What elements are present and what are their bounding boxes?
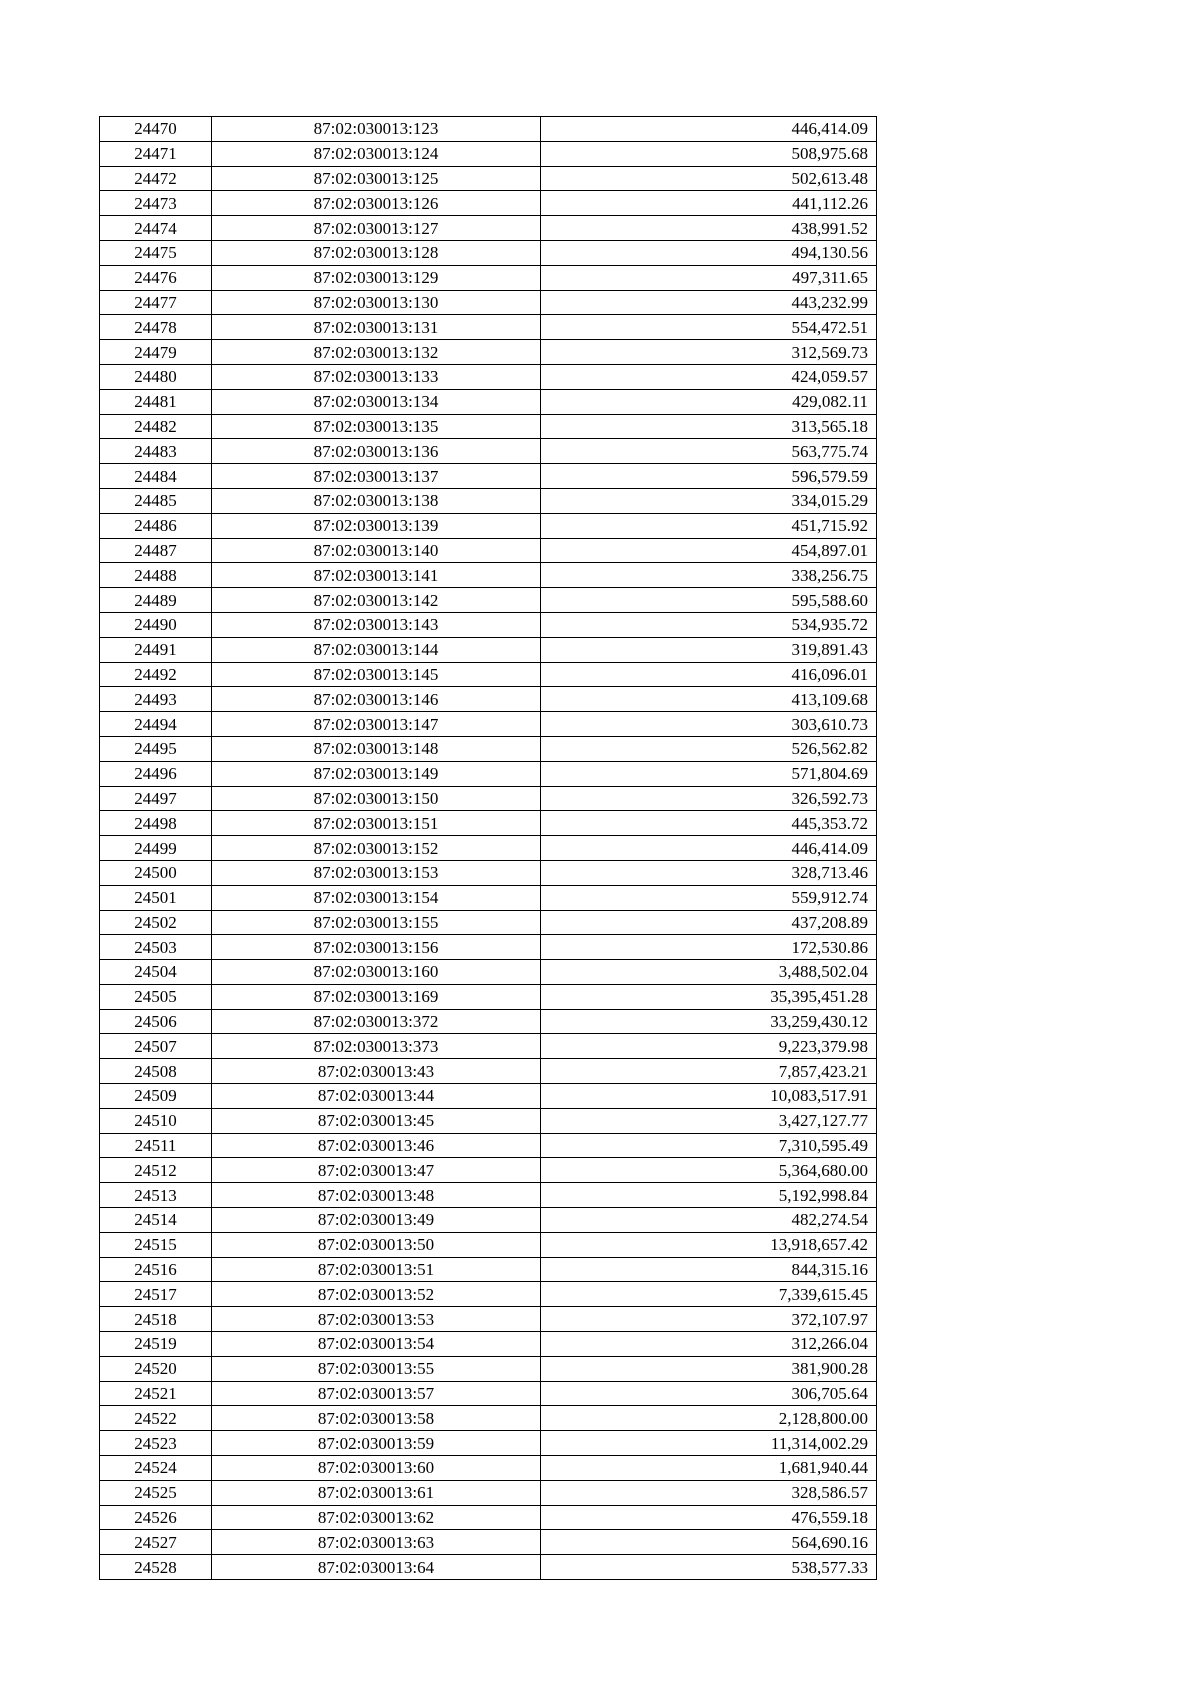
row-number-cell: 24522 [100, 1406, 212, 1431]
cadastral-number-cell: 87:02:030013:152 [212, 836, 541, 861]
cadastral-value-cell: 554,472.51 [541, 315, 877, 340]
cadastral-value-cell: 328,586.57 [541, 1480, 877, 1505]
table-row [100, 1505, 877, 1530]
cadastral-number-cell: 87:02:030013:46 [212, 1133, 541, 1158]
cadastral-number-cell: 87:02:030013:156 [212, 935, 541, 960]
cadastral-value-cell: 482,274.54 [541, 1208, 877, 1233]
row-number-cell: 24501 [100, 885, 212, 910]
row-number-cell: 24496 [100, 761, 212, 786]
cadastral-value-cell: 7,339,615.45 [541, 1282, 877, 1307]
cadastral-value-cell: 441,112.26 [541, 191, 877, 216]
table-row [100, 885, 877, 910]
cadastral-number-cell: 87:02:030013:138 [212, 488, 541, 513]
cadastral-value-cell: 172,530.86 [541, 935, 877, 960]
table-row [100, 414, 877, 439]
row-number-cell: 24502 [100, 910, 212, 935]
cadastral-number-cell: 87:02:030013:123 [212, 117, 541, 142]
table-row [100, 1084, 877, 1109]
cadastral-number-cell: 87:02:030013:127 [212, 216, 541, 241]
cadastral-value-cell: 303,610.73 [541, 712, 877, 737]
table-row [100, 563, 877, 588]
cadastral-value-cell: 5,364,680.00 [541, 1158, 877, 1183]
row-number-cell: 24492 [100, 662, 212, 687]
table-row [100, 1456, 877, 1481]
row-number-cell: 24484 [100, 464, 212, 489]
row-number-cell: 24489 [100, 588, 212, 613]
cadastral-value-cell: 497,311.65 [541, 265, 877, 290]
table-row [100, 166, 877, 191]
table-row [100, 935, 877, 960]
cadastral-value-cell: 5,192,998.84 [541, 1183, 877, 1208]
row-number-cell: 24507 [100, 1034, 212, 1059]
table-row [100, 1208, 877, 1233]
row-number-cell: 24512 [100, 1158, 212, 1183]
table-row [100, 464, 877, 489]
cadastral-number-cell: 87:02:030013:60 [212, 1456, 541, 1481]
cadastral-number-cell: 87:02:030013:45 [212, 1108, 541, 1133]
cadastral-value-cell: 508,975.68 [541, 141, 877, 166]
table-row [100, 1381, 877, 1406]
row-number-cell: 24524 [100, 1456, 212, 1481]
cadastral-number-cell: 87:02:030013:148 [212, 736, 541, 761]
table-row [100, 1108, 877, 1133]
row-number-cell: 24520 [100, 1356, 212, 1381]
row-number-cell: 24513 [100, 1183, 212, 1208]
row-number-cell: 24527 [100, 1530, 212, 1555]
cadastral-number-cell: 87:02:030013:131 [212, 315, 541, 340]
cadastral-value-cell: 424,059.57 [541, 364, 877, 389]
table-row [100, 117, 877, 142]
table-row [100, 1431, 877, 1456]
cadastral-number-cell: 87:02:030013:160 [212, 960, 541, 985]
cadastral-number-cell: 87:02:030013:57 [212, 1381, 541, 1406]
cadastral-value-cell: 313,565.18 [541, 414, 877, 439]
cadastral-value-cell: 534,935.72 [541, 612, 877, 637]
cadastral-number-cell: 87:02:030013:372 [212, 1009, 541, 1034]
table-row [100, 836, 877, 861]
table-row [100, 1034, 877, 1059]
cadastral-number-cell: 87:02:030013:49 [212, 1208, 541, 1233]
table-row [100, 786, 877, 811]
table-row [100, 612, 877, 637]
table-row [100, 1232, 877, 1257]
cadastral-number-cell: 87:02:030013:146 [212, 687, 541, 712]
table-row [100, 1133, 877, 1158]
cadastral-number-cell: 87:02:030013:140 [212, 538, 541, 563]
row-number-cell: 24471 [100, 141, 212, 166]
row-number-cell: 24498 [100, 811, 212, 836]
row-number-cell: 24506 [100, 1009, 212, 1034]
cadastral-number-cell: 87:02:030013:134 [212, 389, 541, 414]
table-row [100, 315, 877, 340]
cadastral-value-cell: 844,315.16 [541, 1257, 877, 1282]
cadastral-number-cell: 87:02:030013:144 [212, 637, 541, 662]
cadastral-number-cell: 87:02:030013:133 [212, 364, 541, 389]
cadastral-number-cell: 87:02:030013:132 [212, 340, 541, 365]
table-row [100, 1282, 877, 1307]
row-number-cell: 24505 [100, 984, 212, 1009]
cadastral-number-cell: 87:02:030013:124 [212, 141, 541, 166]
cadastral-value-table [99, 116, 877, 1580]
cadastral-value-cell: 595,588.60 [541, 588, 877, 613]
row-number-cell: 24494 [100, 712, 212, 737]
cadastral-number-cell: 87:02:030013:128 [212, 240, 541, 265]
row-number-cell: 24523 [100, 1431, 212, 1456]
row-number-cell: 24509 [100, 1084, 212, 1109]
table-row [100, 712, 877, 737]
row-number-cell: 24508 [100, 1059, 212, 1084]
cadastral-value-cell: 564,690.16 [541, 1530, 877, 1555]
table-row [100, 216, 877, 241]
cadastral-number-cell: 87:02:030013:143 [212, 612, 541, 637]
row-number-cell: 24490 [100, 612, 212, 637]
cadastral-number-cell: 87:02:030013:59 [212, 1431, 541, 1456]
cadastral-number-cell: 87:02:030013:130 [212, 290, 541, 315]
cadastral-value-cell: 338,256.75 [541, 563, 877, 588]
row-number-cell: 24485 [100, 488, 212, 513]
cadastral-value-cell: 476,559.18 [541, 1505, 877, 1530]
cadastral-number-cell: 87:02:030013:154 [212, 885, 541, 910]
cadastral-value-cell: 326,592.73 [541, 786, 877, 811]
cadastral-value-cell: 306,705.64 [541, 1381, 877, 1406]
cadastral-value-cell: 372,107.97 [541, 1307, 877, 1332]
table-row [100, 588, 877, 613]
cadastral-number-cell: 87:02:030013:126 [212, 191, 541, 216]
row-number-cell: 24487 [100, 538, 212, 563]
row-number-cell: 24497 [100, 786, 212, 811]
cadastral-value-cell: 11,314,002.29 [541, 1431, 877, 1456]
row-number-cell: 24526 [100, 1505, 212, 1530]
table-row [100, 488, 877, 513]
cadastral-value-cell: 446,414.09 [541, 836, 877, 861]
cadastral-value-cell: 437,208.89 [541, 910, 877, 935]
row-number-cell: 24503 [100, 935, 212, 960]
row-number-cell: 24476 [100, 265, 212, 290]
cadastral-value-cell: 443,232.99 [541, 290, 877, 315]
table-row [100, 265, 877, 290]
row-number-cell: 24472 [100, 166, 212, 191]
cadastral-value-cell: 446,414.09 [541, 117, 877, 142]
cadastral-value-cell: 413,109.68 [541, 687, 877, 712]
table-row [100, 984, 877, 1009]
table-row [100, 1530, 877, 1555]
cadastral-value-cell: 454,897.01 [541, 538, 877, 563]
table-row [100, 637, 877, 662]
table-row [100, 1158, 877, 1183]
cadastral-value-cell: 438,991.52 [541, 216, 877, 241]
table-row [100, 662, 877, 687]
table-row [100, 960, 877, 985]
cadastral-number-cell: 87:02:030013:58 [212, 1406, 541, 1431]
cadastral-number-cell: 87:02:030013:51 [212, 1257, 541, 1282]
cadastral-value-cell: 1,681,940.44 [541, 1456, 877, 1481]
row-number-cell: 24517 [100, 1282, 212, 1307]
cadastral-value-cell: 334,015.29 [541, 488, 877, 513]
row-number-cell: 24488 [100, 563, 212, 588]
table-row [100, 1307, 877, 1332]
table-row [100, 1059, 877, 1084]
table-row [100, 1332, 877, 1357]
row-number-cell: 24481 [100, 389, 212, 414]
cadastral-number-cell: 87:02:030013:137 [212, 464, 541, 489]
row-number-cell: 24495 [100, 736, 212, 761]
table-row [100, 1480, 877, 1505]
cadastral-value-cell: 571,804.69 [541, 761, 877, 786]
cadastral-value-cell: 35,395,451.28 [541, 984, 877, 1009]
table-row [100, 761, 877, 786]
row-number-cell: 24480 [100, 364, 212, 389]
cadastral-number-cell: 87:02:030013:147 [212, 712, 541, 737]
cadastral-value-cell: 451,715.92 [541, 513, 877, 538]
cadastral-number-cell: 87:02:030013:139 [212, 513, 541, 538]
table-row [100, 240, 877, 265]
row-number-cell: 24499 [100, 836, 212, 861]
table-row [100, 1356, 877, 1381]
cadastral-value-cell: 381,900.28 [541, 1356, 877, 1381]
cadastral-value-cell: 13,918,657.42 [541, 1232, 877, 1257]
cadastral-number-cell: 87:02:030013:50 [212, 1232, 541, 1257]
row-number-cell: 24473 [100, 191, 212, 216]
table-row [100, 811, 877, 836]
cadastral-number-cell: 87:02:030013:136 [212, 439, 541, 464]
table-row [100, 860, 877, 885]
row-number-cell: 24516 [100, 1257, 212, 1282]
cadastral-number-cell: 87:02:030013:55 [212, 1356, 541, 1381]
table-row [100, 1183, 877, 1208]
table-row [100, 513, 877, 538]
cadastral-value-cell: 9,223,379.98 [541, 1034, 877, 1059]
cadastral-number-cell: 87:02:030013:62 [212, 1505, 541, 1530]
cadastral-number-cell: 87:02:030013:129 [212, 265, 541, 290]
cadastral-number-cell: 87:02:030013:373 [212, 1034, 541, 1059]
cadastral-value-cell: 312,266.04 [541, 1332, 877, 1357]
cadastral-number-cell: 87:02:030013:150 [212, 786, 541, 811]
row-number-cell: 24482 [100, 414, 212, 439]
table-row [100, 1406, 877, 1431]
cadastral-value-cell: 429,082.11 [541, 389, 877, 414]
row-number-cell: 24500 [100, 860, 212, 885]
row-number-cell: 24474 [100, 216, 212, 241]
cadastral-value-cell: 3,488,502.04 [541, 960, 877, 985]
cadastral-number-cell: 87:02:030013:169 [212, 984, 541, 1009]
table-row [100, 538, 877, 563]
row-number-cell: 24486 [100, 513, 212, 538]
table-row [100, 290, 877, 315]
cadastral-number-cell: 87:02:030013:151 [212, 811, 541, 836]
cadastral-number-cell: 87:02:030013:53 [212, 1307, 541, 1332]
table-row [100, 439, 877, 464]
row-number-cell: 24519 [100, 1332, 212, 1357]
cadastral-value-cell: 526,562.82 [541, 736, 877, 761]
table-row [100, 736, 877, 761]
cadastral-number-cell: 87:02:030013:44 [212, 1084, 541, 1109]
table-row [100, 141, 877, 166]
cadastral-number-cell: 87:02:030013:125 [212, 166, 541, 191]
cadastral-value-cell: 445,353.72 [541, 811, 877, 836]
cadastral-number-cell: 87:02:030013:54 [212, 1332, 541, 1357]
row-number-cell: 24491 [100, 637, 212, 662]
table-row [100, 910, 877, 935]
cadastral-number-cell: 87:02:030013:141 [212, 563, 541, 588]
row-number-cell: 24521 [100, 1381, 212, 1406]
row-number-cell: 24515 [100, 1232, 212, 1257]
table-row [100, 364, 877, 389]
cadastral-value-cell: 563,775.74 [541, 439, 877, 464]
row-number-cell: 24475 [100, 240, 212, 265]
cadastral-number-cell: 87:02:030013:142 [212, 588, 541, 613]
cadastral-number-cell: 87:02:030013:52 [212, 1282, 541, 1307]
table-row [100, 191, 877, 216]
row-number-cell: 24511 [100, 1133, 212, 1158]
cadastral-value-cell: 538,577.33 [541, 1555, 877, 1580]
row-number-cell: 24525 [100, 1480, 212, 1505]
table-row [100, 340, 877, 365]
cadastral-number-cell: 87:02:030013:61 [212, 1480, 541, 1505]
cadastral-number-cell: 87:02:030013:149 [212, 761, 541, 786]
table-row [100, 1555, 877, 1580]
cadastral-number-cell: 87:02:030013:64 [212, 1555, 541, 1580]
cadastral-number-cell: 87:02:030013:63 [212, 1530, 541, 1555]
table-row [100, 1257, 877, 1282]
cadastral-value-cell: 596,579.59 [541, 464, 877, 489]
cadastral-number-cell: 87:02:030013:135 [212, 414, 541, 439]
row-number-cell: 24528 [100, 1555, 212, 1580]
row-number-cell: 24514 [100, 1208, 212, 1233]
cadastral-value-cell: 319,891.43 [541, 637, 877, 662]
cadastral-value-cell: 7,310,595.49 [541, 1133, 877, 1158]
table-body [100, 117, 877, 1580]
row-number-cell: 24478 [100, 315, 212, 340]
cadastral-number-cell: 87:02:030013:145 [212, 662, 541, 687]
cadastral-value-cell: 416,096.01 [541, 662, 877, 687]
cadastral-value-cell: 7,857,423.21 [541, 1059, 877, 1084]
row-number-cell: 24510 [100, 1108, 212, 1133]
cadastral-value-cell: 328,713.46 [541, 860, 877, 885]
cadastral-value-cell: 559,912.74 [541, 885, 877, 910]
row-number-cell: 24483 [100, 439, 212, 464]
table-row [100, 687, 877, 712]
cadastral-number-cell: 87:02:030013:153 [212, 860, 541, 885]
cadastral-value-cell: 494,130.56 [541, 240, 877, 265]
cadastral-value-cell: 33,259,430.12 [541, 1009, 877, 1034]
row-number-cell: 24493 [100, 687, 212, 712]
cadastral-value-cell: 2,128,800.00 [541, 1406, 877, 1431]
cadastral-number-cell: 87:02:030013:155 [212, 910, 541, 935]
row-number-cell: 24518 [100, 1307, 212, 1332]
cadastral-value-cell: 10,083,517.91 [541, 1084, 877, 1109]
row-number-cell: 24504 [100, 960, 212, 985]
table-row [100, 1009, 877, 1034]
cadastral-value-cell: 3,427,127.77 [541, 1108, 877, 1133]
cadastral-value-cell: 502,613.48 [541, 166, 877, 191]
table-row [100, 389, 877, 414]
row-number-cell: 24477 [100, 290, 212, 315]
cadastral-number-cell: 87:02:030013:48 [212, 1183, 541, 1208]
row-number-cell: 24479 [100, 340, 212, 365]
cadastral-value-cell: 312,569.73 [541, 340, 877, 365]
cadastral-number-cell: 87:02:030013:43 [212, 1059, 541, 1084]
row-number-cell: 24470 [100, 117, 212, 142]
cadastral-number-cell: 87:02:030013:47 [212, 1158, 541, 1183]
